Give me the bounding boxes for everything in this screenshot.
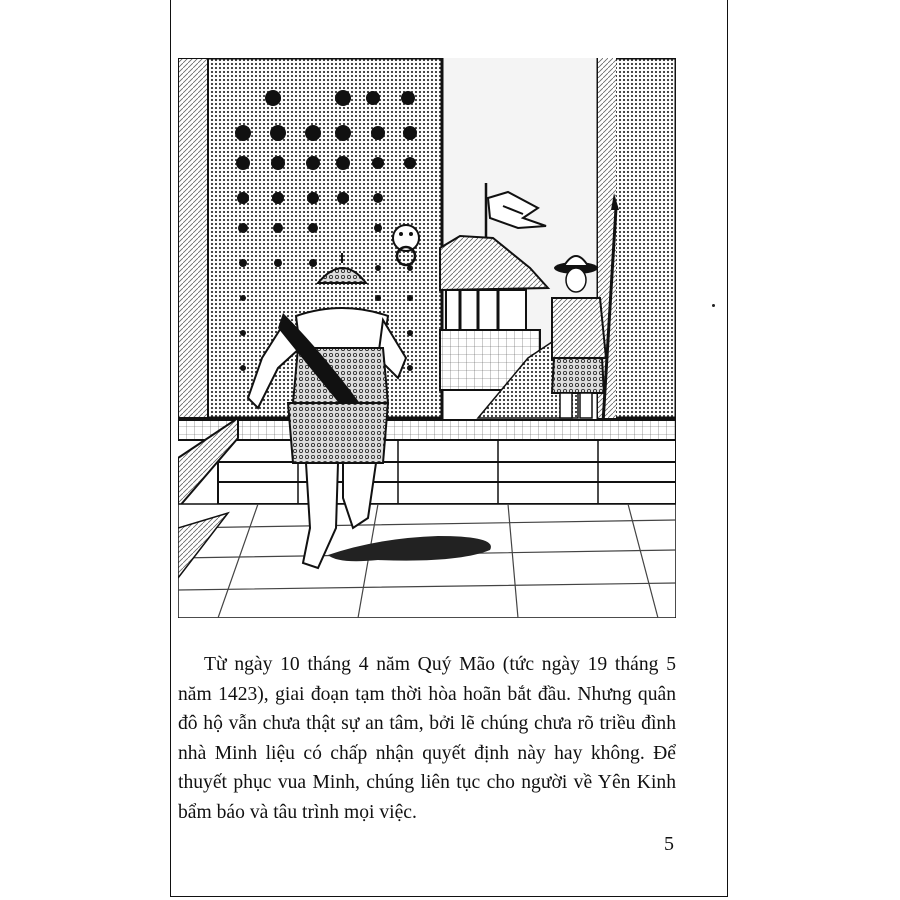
courtyard-floor: [178, 504, 676, 618]
print-speck: [712, 304, 715, 307]
palace-gate-illustration: [178, 58, 676, 618]
illustration: [178, 58, 676, 618]
page-number: 5: [664, 833, 674, 855]
story-paragraph: Từ ngày 10 tháng 4 năm Quý Mão (tức ngày 19 tháng 5 năm 1423), giai đoạn tạm thời hòa hoãn bắt đầu. Nhưng quân đô hộ vẫn chưa thật sự an tâm, bởi lẽ chúng chưa rõ triều đình nhà Minh liệu có chấp nhận quyết định này hay không. Để thuyết phục vua Minh, chúng liên tục cho người về Yên Kinh bẩm báo và tâu trình mọi việc.: [178, 654, 676, 823]
stone-steps: [178, 418, 676, 508]
